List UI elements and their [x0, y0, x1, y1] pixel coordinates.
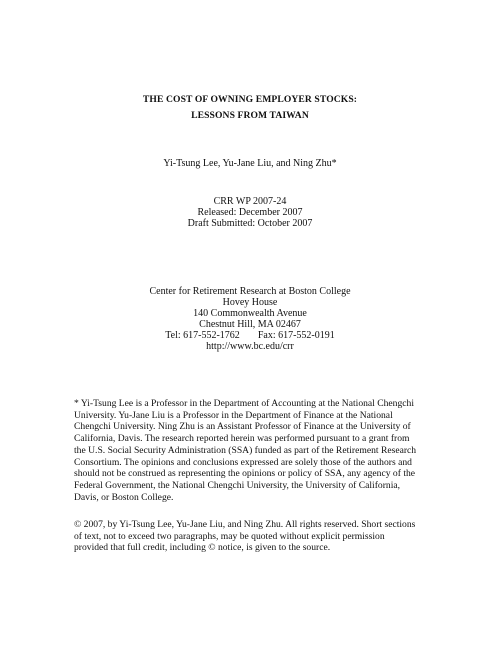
- fax-number: Fax: 617-552-0191: [257, 330, 335, 341]
- city-address: Chestnut Hill, MA 02467: [199, 319, 301, 330]
- working-paper-number: CRR WP 2007-24: [213, 196, 287, 207]
- footnote-line: Consortium. The opinions and conclusions expressed are solely those of the authors and: [74, 456, 412, 468]
- paper-title-line-1: THE COST OF OWNING EMPLOYER STOCKS:: [142, 94, 358, 105]
- copyright-line: © 2007, by Yi-Tsung Lee, Yu-Jane Liu, and Ning Zhu. All rights reserved. Short sections: [74, 519, 416, 530]
- telephone-number: Tel: 617-552-1762: [165, 330, 240, 341]
- footnote-line: should not be construed as representing the opinions or policy of SSA, any agency of the: [74, 468, 416, 480]
- footnote-line: Chengchi University. Ning Zhu is an Assistant Professor of Finance at the University of: [74, 421, 411, 433]
- footnote-line: University. Yu-Jane Liu is a Professor in the Department of Finance at the National: [74, 409, 393, 421]
- release-date: Released: December 2007: [197, 207, 303, 218]
- copyright-notice: [74, 519, 434, 554]
- website-link[interactable]: http://www.bc.edu/crr: [206, 341, 294, 352]
- paper-title-line-2: LESSONS FROM TAIWAN: [191, 110, 309, 121]
- building-name: Hovey House: [222, 297, 278, 308]
- footnote-line: Davis, or Boston College.: [74, 491, 174, 503]
- draft-date: Draft Submitted: October 2007: [187, 218, 313, 229]
- footnote-line: * Yi-Tsung Lee is a Professor in the Department of Accounting at the National Chengchi: [74, 398, 415, 409]
- copyright-line: provided that full credit, including © notice, is given to the source.: [74, 542, 331, 554]
- copyright-line: of text, not to exceed two paragraphs, may be quoted without explicit permission: [74, 530, 385, 542]
- footnote-line: California, Davis. The research reported herein was performed pursuant to a grant from: [74, 433, 410, 445]
- footnote-line: the U.S. Social Security Administration (SSA) funded as part of the Retirement Research: [74, 444, 417, 456]
- street-address: 140 Commonwealth Avenue: [193, 308, 307, 319]
- author-list: Yi-Tsung Lee, Yu-Jane Liu, and Ning Zhu*: [163, 158, 337, 169]
- author-footnote: [74, 398, 434, 503]
- footnote-line: Federal Government, the National Chengchi University, the University of California,: [74, 479, 401, 491]
- organization-name: Center for Retirement Research at Boston College: [149, 286, 351, 297]
